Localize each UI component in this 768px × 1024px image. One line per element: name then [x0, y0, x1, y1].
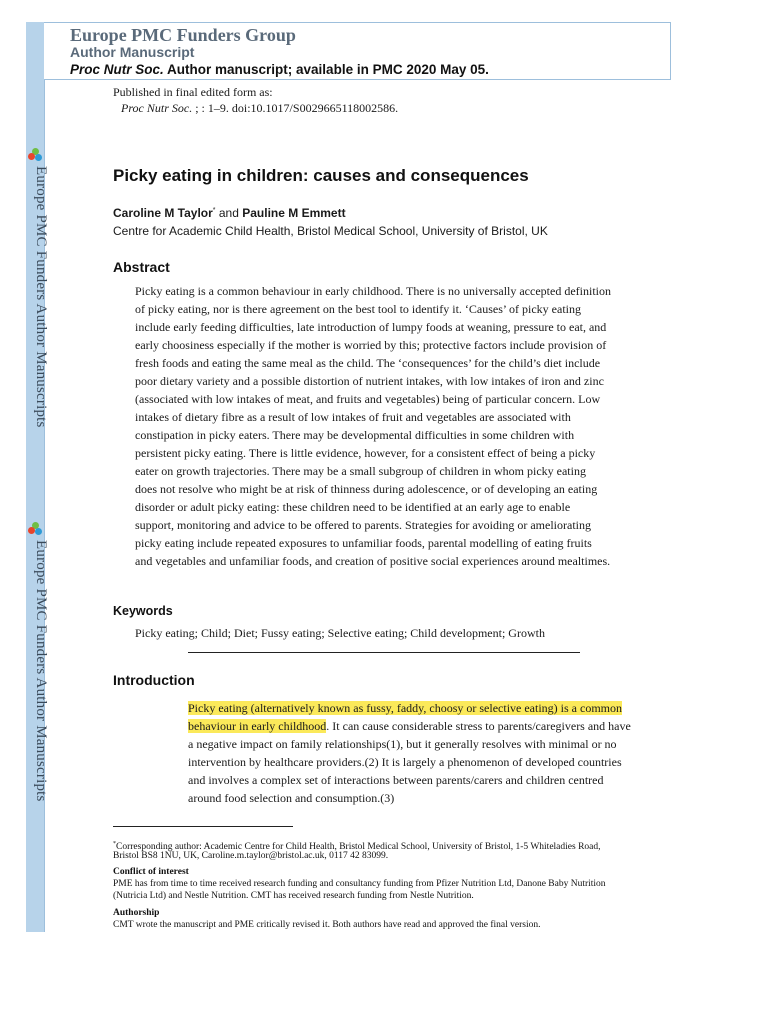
corr-line-2: Bristol BS8 1NU, UK, Caroline.m.taylor@bristol.ac.uk, 0117 42 83099. — [113, 851, 389, 861]
sidebar-vertical-label-bottom: Europe PMC Funders Author Manuscripts — [33, 540, 49, 802]
author-1: Caroline M Taylor — [113, 206, 213, 220]
abstract-heading: Abstract — [113, 259, 170, 275]
affiliation: Centre for Academic Child Health, Bristol Medical School, University of Bristol, UK — [113, 224, 548, 238]
authorship-heading-text: Authorship — [113, 908, 160, 918]
logo-dot-blue — [35, 528, 42, 535]
intro-text: . It can cause considerable stress to parents/caregivers and have — [326, 719, 631, 733]
abstract-line: support, monitoring and advice to be offered to parents. Strategies for avoiding or ameliorating — [135, 518, 591, 532]
intro-line: intervention by healthcare providers.(2) It is largely a phenomenon of developed countries — [188, 755, 622, 769]
authorship-line: CMT wrote the manuscript and PME critically revised it. Both authors have read and approved the final version. — [113, 920, 541, 930]
article-title: Picky eating in children: causes and consequences — [113, 166, 529, 185]
author-and: and — [215, 206, 243, 220]
abstract-line: include early feeding difficulties, late introduction of lumpy foods at weaning, pressure to eat, and — [135, 320, 607, 334]
footnote-divider — [113, 826, 293, 827]
highlighted-text: behaviour in early childhood — [188, 719, 327, 733]
authorship-heading — [113, 907, 159, 919]
published-doi: ; : 1–9. doi:10.1017/S0029665118002586. — [192, 101, 399, 115]
logo-dot-red — [28, 153, 35, 160]
abstract-line: and vegetables and unfamiliar foods, and creation of positive social experiences around mealtimes. — [135, 554, 611, 568]
corresponding-mark: * — [212, 207, 216, 214]
coi-heading-text: Conflict of interest — [113, 867, 189, 877]
keywords-list: Picky eating; Child; Diet; Fussy eating; Selective eating; Child development; Growth — [135, 626, 545, 640]
journal-name: Proc Nutr Soc. — [70, 62, 164, 77]
manuscript-type: Author Manuscript — [70, 44, 195, 60]
introduction-body — [188, 699, 648, 807]
abstract-body — [135, 282, 635, 570]
intro-line: around food selection and consumption.(3) — [188, 791, 395, 805]
funders-group-title: Europe PMC Funders Group — [70, 25, 296, 45]
coi-line-2: (Nutricia Ltd) and Nestle Nutrition. CMT has received research funding from Nestle Nutrition. — [113, 891, 474, 901]
abstract-line: constipation in picky eaters. There may be developmental difficulties in some children with — [135, 428, 575, 442]
corr-line-1: Corresponding author: Academic Centre for Child Health, Bristol Medical School, University of Bristol, 1-5 Whiteladies Road, — [116, 842, 601, 853]
abstract-line: picky eating include repeated exposures to unfamiliar foods, parental modelling of eating fruits — [135, 536, 592, 550]
intro-line: and involves a complex set of interactions between parents/carers and children centred — [188, 773, 604, 787]
abstract-line: persistent picky eating. There is little evidence, however, for a consistent effect of being a picky — [135, 446, 596, 460]
intro-line: a negative impact on family relationships(1), but it generally resolves with minimal or no — [188, 737, 617, 751]
author-line — [113, 206, 346, 220]
section-divider — [188, 652, 580, 653]
author-2: Pauline M Emmett — [242, 206, 346, 220]
europe-pmc-logo-icon — [26, 148, 44, 164]
abstract-line: fresh foods and eating the same meal as the child. The ‘consequences’ for the child’s diet include — [135, 356, 601, 370]
abstract-line: of picky eating, nor is there agreement on the best tool to identify it. ‘Causes’ of picky eating — [135, 302, 581, 316]
footnote-mark: * — [113, 841, 116, 847]
logo-dot-red — [28, 527, 35, 534]
logo-dot-blue — [35, 154, 42, 161]
abstract-line: (associated with low intakes of meat, and fruits and vegetables) being of particular concern. Low — [135, 392, 601, 406]
abstract-line: eater on growth trajectories. There may be a small subgroup of children in whom picky eating — [135, 464, 586, 478]
published-journal: Proc Nutr Soc. — [121, 101, 193, 115]
abstract-line: Picky eating is a common behaviour in early childhood. There is no universally accepted definition — [135, 284, 611, 298]
coi-line-1: PME has from time to time received research funding and consultancy funding from Pfizer Nutrition Ltd, Danone Baby Nutrition — [113, 879, 606, 889]
europe-pmc-logo-icon — [26, 522, 44, 538]
abstract-line: disorder or adult picky eating: these children need to be identified at an early age to enable — [135, 500, 571, 514]
coi-heading — [113, 866, 189, 878]
sidebar-vertical-label-top: Europe PMC Funders Author Manuscripts — [33, 166, 49, 428]
availability-text: Author manuscript; available in PMC 2020 May 05. — [167, 62, 489, 77]
abstract-line: intakes of dietary fibre as a result of low intakes of fruit and vegetables are associated with — [135, 410, 571, 424]
published-label: Published in final edited form as: — [113, 85, 273, 99]
intro-line — [188, 717, 648, 735]
keywords-heading: Keywords — [113, 604, 173, 618]
abstract-line: does not resolve who might be at risk of thinness during adolescence, or of developing an eating — [135, 482, 598, 496]
intro-line — [188, 699, 648, 717]
introduction-heading: Introduction — [113, 672, 195, 688]
highlighted-text: Picky eating (alternatively known as fussy, faddy, choosy or selective eating) is a common — [188, 701, 622, 715]
abstract-line: early choosiness especially if the mother is worried by this; protective factors include provision of — [135, 338, 607, 352]
availability-line — [70, 62, 489, 77]
abstract-line: poor dietary variety and a possible distortion of nutrient intakes, with low intakes of iron and zinc — [135, 374, 604, 388]
published-citation — [121, 101, 398, 116]
